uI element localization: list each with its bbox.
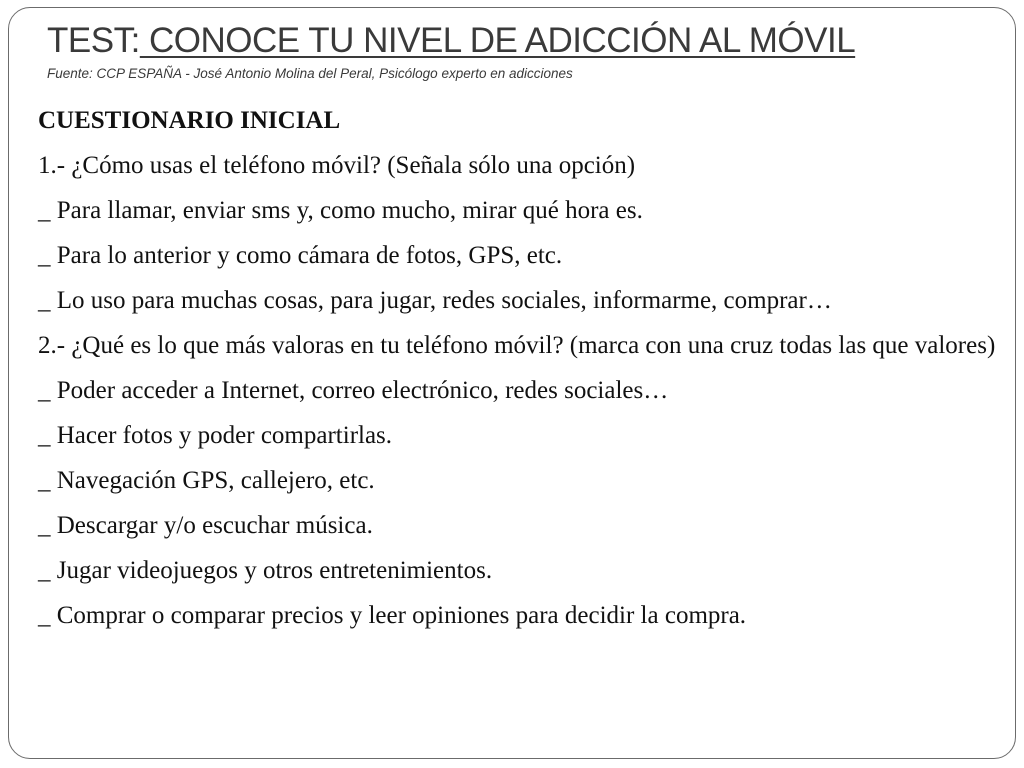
q1-option-3: _ Lo uso para muchas cosas, para jugar, redes sociales, informarme, comprar… <box>38 287 832 314</box>
question-2: 2.- ¿Qué es lo que más valoras en tu teléfono móvil? (marca con una cruz todas las que valores) <box>38 332 996 359</box>
q2-option-1: _ Poder acceder a Internet, correo electrónico, redes sociales… <box>38 377 669 404</box>
title-main: CONOCE TU NIVEL DE ADICCIÓN AL MÓVIL <box>139 21 856 60</box>
q2-option-3: _ Navegación GPS, callejero, etc. <box>38 467 375 494</box>
q2-option-6: _ Comprar o comparar precios y leer opiniones para decidir la compra. <box>38 602 747 629</box>
question-1: 1.- ¿Cómo usas el teléfono móvil? (Señala sólo una opción) <box>38 152 636 179</box>
q2-option-2: _ Hacer fotos y poder compartirlas. <box>38 422 393 449</box>
q2-option-4: _ Descargar y/o escuchar música. <box>38 512 373 539</box>
q2-option-5: _ Jugar videojuegos y otros entretenimientos. <box>38 557 493 584</box>
title-prefix: TEST: <box>47 21 140 60</box>
q1-option-2: _ Para lo anterior y como cámara de fotos, GPS, etc. <box>38 242 563 269</box>
slide-title <box>47 20 855 62</box>
questionnaire-body <box>38 104 998 644</box>
q1-option-1: _ Para llamar, enviar sms y, como mucho, mirar qué hora es. <box>38 197 643 224</box>
questionnaire-heading: CUESTIONARIO INICIAL <box>38 107 341 134</box>
source-caption: Fuente: CCP ESPAÑA - José Antonio Molina del Peral, Psicólogo experto en adicciones <box>47 66 573 81</box>
